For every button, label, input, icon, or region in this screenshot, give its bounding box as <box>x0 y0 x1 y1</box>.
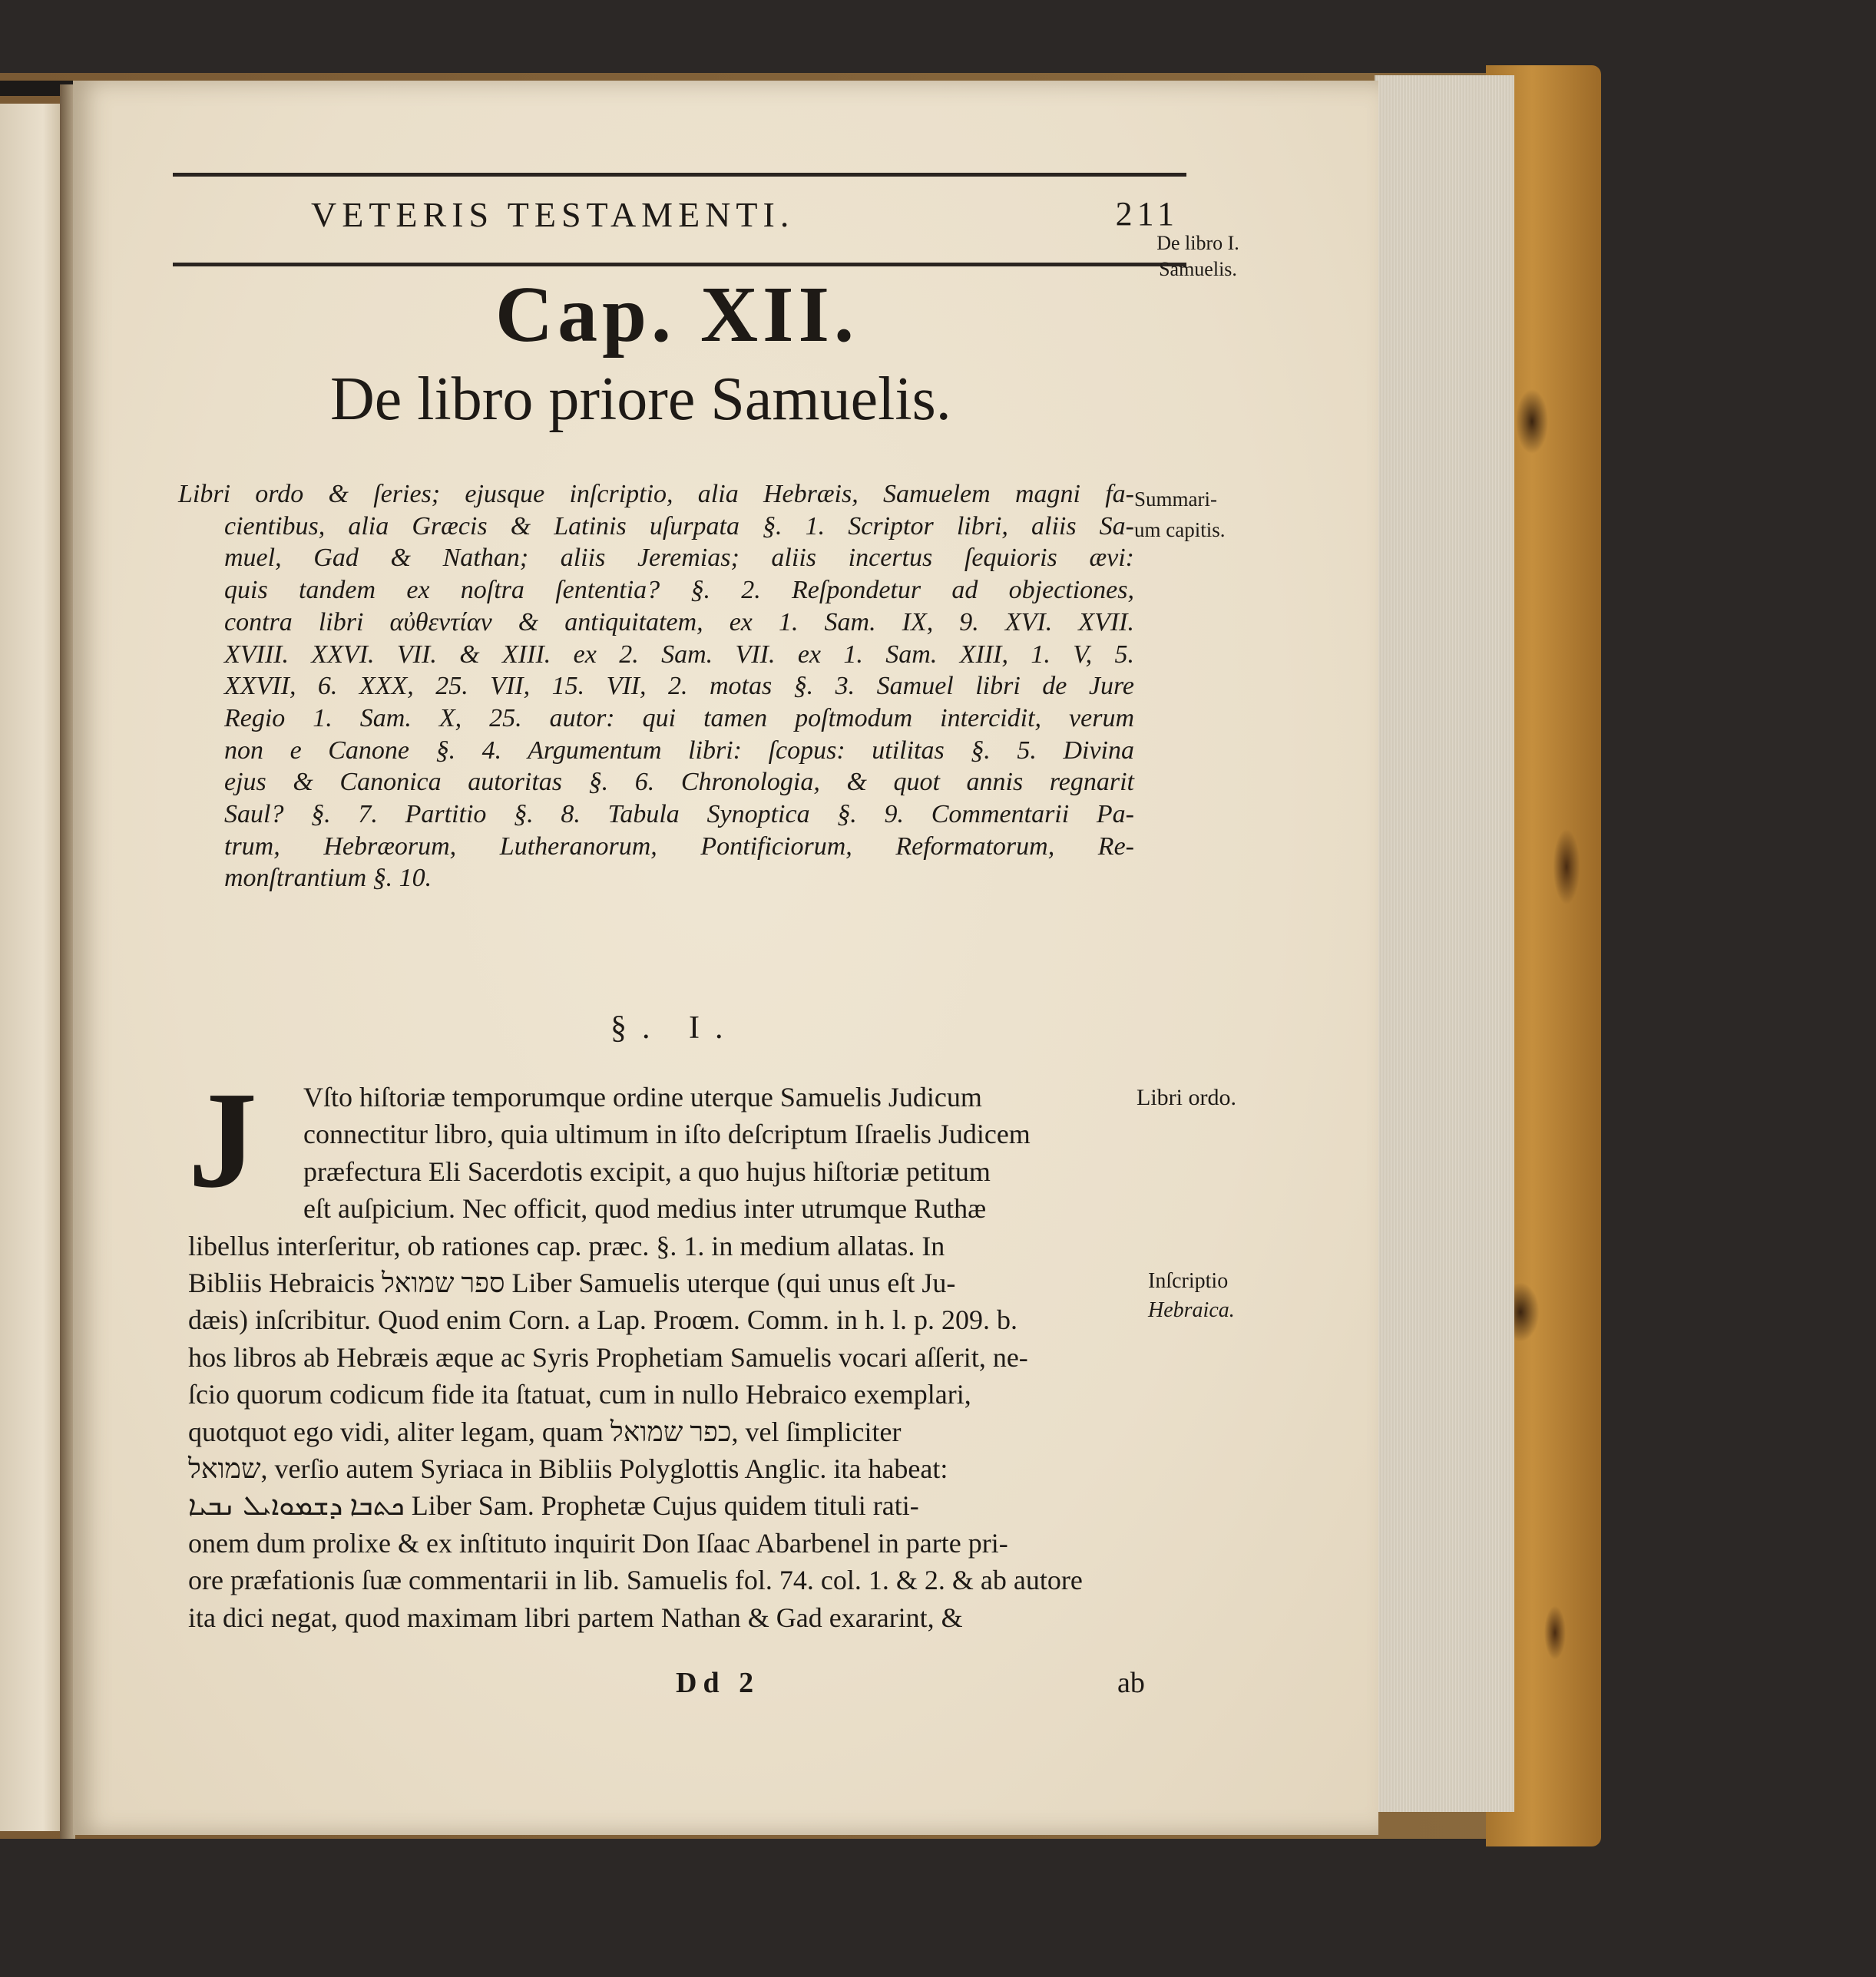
section-mark: §. I. <box>610 1010 739 1046</box>
margin-note-summary <box>1134 484 1257 545</box>
body-line: libellus interſeritur, ob rationes cap. præc. §. 1. in medium allatas. In <box>188 1230 945 1261</box>
drop-cap: J <box>188 1063 257 1216</box>
summary-line: muel, Gad & Nathan; aliis Jeremias; aliis incertus ſequioris ævi: <box>224 544 1134 573</box>
margin-note-line: Samuelis. <box>1159 258 1237 280</box>
margin-note-line: De libro I. <box>1156 232 1239 254</box>
summary-line: Regio 1. Sam. X, 25. autor: qui tamen poſtmodum intercidit, verum <box>224 703 1134 732</box>
header-rule-top <box>173 173 1186 177</box>
margin-note-libri-ordo: Libri ordo. <box>1137 1085 1236 1110</box>
chapter-label: Cap. <box>495 270 676 359</box>
body-line: eſt auſpicium. Nec officit, quod medius inter utrumque Ruthæ <box>303 1193 987 1225</box>
catchword: ab <box>1117 1667 1145 1699</box>
page-number: 211 <box>1115 195 1179 233</box>
body-line: ſcio quorum codicum fide ita ſtatuat, cum in nullo Hebraico exemplari, <box>188 1379 971 1410</box>
summary-line: XXVII, 6. XXX, 25. VII, 15. VII, 2. motas §. 3. Samuel libri de Jure <box>224 672 1134 701</box>
body-line: quotquot ego vidi, aliter legam, quam כפר שמואל, vel ſimpliciter <box>188 1416 902 1447</box>
body-line: ore præfationis ſuæ commentarii in lib. Samuelis fol. 74. col. 1. & 2. & ab autore <box>188 1565 1083 1596</box>
body-line: connectitur libro, quia ultimum in iſto deſcriptum Iſraelis Judicem <box>303 1119 1031 1150</box>
body-line: ita dici negat, quod maximam libri partem Nathan & Gad exararint, & <box>188 1602 963 1633</box>
summary-line: contra libri αὐθεντίαν & antiquitatem, ex 1. Sam. IX, 9. XVI. XVII. <box>224 607 1134 636</box>
chapter-title: De libro priore Samuelis. <box>330 365 951 433</box>
summary-line: Libri ordo & ſeries; ejusque inſcriptio, alia Hebræis, Samuelem magni fa- <box>178 480 1134 508</box>
body-line: præfectura Eli Sacerdotis excipit, a quo hujus hiſtoriæ petitum <box>303 1155 991 1187</box>
margin-note-inscriptio <box>1148 1267 1263 1325</box>
body-line: שמואל, verſio autem Syriaca in Bibliis Polyglottis Anglic. ita habeat: <box>188 1453 948 1485</box>
signature-mark: Dd 2 <box>676 1667 760 1699</box>
margin-note-line: Summari- <box>1134 488 1217 511</box>
summary-line: trum, Hebræorum, Lutheranorum, Pontificiorum, Reformatorum, Re- <box>224 831 1134 861</box>
summary-line: XVIII. XXVI. VII. & XIII. ex 2. Sam. VII. ex 1. Sam. XIII, 1. V, 5. <box>224 640 1134 669</box>
chapter-summary <box>178 478 1134 894</box>
summary-line: quis tandem ex noſtra ſententia? §. 2. Reſpondetur ad objectiones, <box>224 576 1134 605</box>
header-rule-bottom <box>173 263 1186 266</box>
body-line: Vſto hiſtoriæ temporumque ordine uterque Samuelis Judicum <box>303 1082 982 1112</box>
summary-line: non e Canone §. 4. Argumentum libri: ſcopus: utilitas §. 5. Divina <box>224 736 1134 765</box>
body-line: ܟܬܒܐ ܕܫܡܘܐܝܠ ܢܒܝܐ Liber Sam. Prophetæ Cujus quidem tituli rati- <box>188 1490 919 1522</box>
margin-note-line: Inſcriptio <box>1148 1269 1229 1293</box>
body-line: dæis) inſcribitur. Quod enim Corn. a Lap. Proœm. Comm. in h. l. p. 209. b. <box>188 1304 1017 1336</box>
body-line: onem dum prolixe & ex inſtituto inquirit Don Iſaac Abarbenel in parte pri- <box>188 1527 1008 1559</box>
summary-line: Saul? §. 7. Partitio §. 8. Tabula Synoptica §. 9. Commentarii Pa- <box>224 800 1134 829</box>
left-page-edge <box>0 104 61 1831</box>
summary-line: monſtrantium §. 10. <box>224 864 432 893</box>
summary-line: ejus & Canonica autoritas §. 6. Chronologia, & quot annis regnarit <box>224 768 1134 797</box>
margin-note-book <box>1129 230 1267 283</box>
margin-note-line: Hebraica. <box>1148 1298 1235 1322</box>
chapter-heading <box>495 269 859 360</box>
summary-line: cientibus, alia Græcis & Latinis uſurpata §. 1. Scriptor libri, aliis Sa- <box>224 511 1134 541</box>
chapter-number: XII. <box>700 270 859 359</box>
body-text <box>188 1079 1221 1636</box>
running-head <box>173 194 1186 256</box>
body-line: hos libros ab Hebræis æque ac Syris Prophetiam Samuelis vocari aſſerit, ne- <box>188 1341 1028 1373</box>
page-edges <box>1375 75 1514 1812</box>
book-page <box>73 81 1378 1835</box>
margin-note-line: um capitis. <box>1134 518 1226 541</box>
running-title: VETERIS TESTAMENTI. <box>311 195 795 234</box>
body-line: Bibliis Hebraicis ספר שמואל Liber Samuelis uterque (qui unus eſt Ju- <box>188 1268 956 1299</box>
